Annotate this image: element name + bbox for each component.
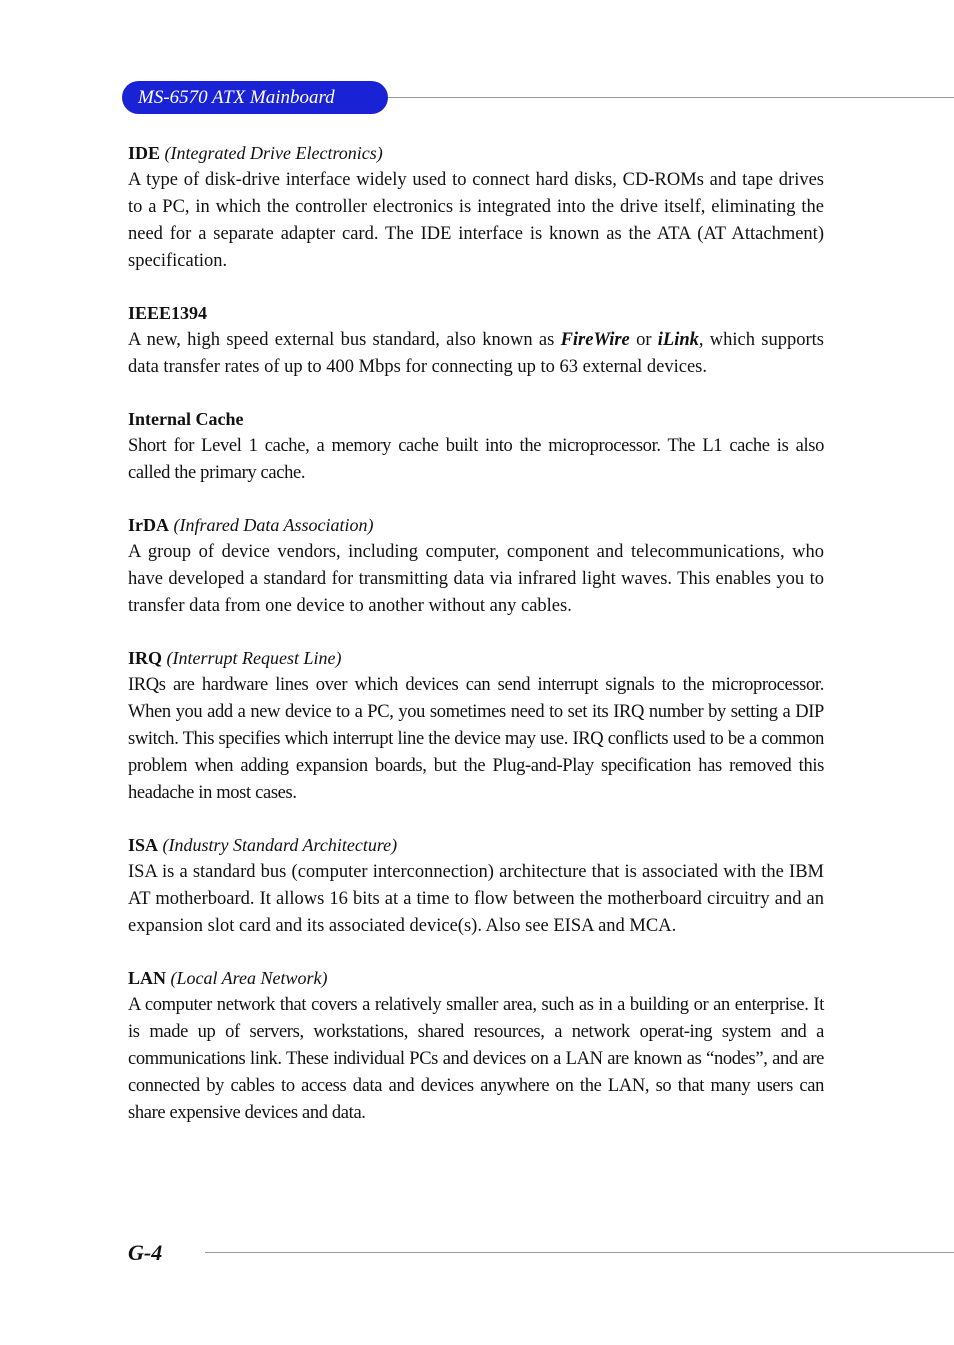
- term-expansion: (Infrared Data Association): [173, 515, 374, 535]
- footer-rule: [205, 1252, 954, 1253]
- glossary-definition: [128, 327, 824, 381]
- glossary-entry-ide: [128, 140, 824, 275]
- term-name: LAN: [128, 968, 167, 988]
- term-name: IrDA: [128, 515, 169, 535]
- glossary-entry-internal-cache: [128, 406, 824, 487]
- term-name: ISA: [128, 835, 159, 855]
- glossary-term: [128, 832, 824, 859]
- term-expansion: (Industry Standard Architecture): [162, 835, 398, 855]
- term-expansion: (Integrated Drive Electronics): [164, 143, 383, 163]
- glossary-entry-irq: [128, 645, 824, 807]
- glossary-term: [128, 965, 824, 992]
- definition-text: A new, high speed external bus standard, also known as: [128, 330, 561, 350]
- glossary-definition: A computer network that covers a relatively smaller area, such as in a building or an enterprise. It is made up of servers, workstations, shared resources, a network operat-ing system and a communications link. These individual PCs and devices on a LAN are known as “nodes”, and are connected by cables to access data and devices anywhere on the LAN, so that many users can share expensive devices and data.: [128, 995, 824, 1123]
- glossary-entry-irda: [128, 512, 824, 620]
- glossary-entry-ieee1394: [128, 300, 824, 381]
- glossary-definition: A type of disk-drive interface widely used to connect hard disks, CD-ROMs and tape drives to a PC, in which the controller electronics is integrated into the drive itself, eliminating the need for a separate adapter card. The IDE interface is known as the ATA (AT Attachment) specification.: [128, 170, 824, 271]
- glossary-term: [128, 300, 824, 327]
- term-expansion: (Interrupt Request Line): [166, 648, 342, 668]
- glossary-term: [128, 406, 824, 433]
- page-number: G-4: [128, 1240, 163, 1265]
- term-name: Internal Cache: [128, 409, 244, 429]
- term-name: IDE: [128, 143, 161, 163]
- glossary-content: [128, 140, 824, 1152]
- term-name: IRQ: [128, 648, 163, 668]
- definition-text: or: [629, 330, 658, 350]
- glossary-entry-isa: [128, 832, 824, 940]
- term-name: IEEE1394: [128, 303, 208, 323]
- header-rule: [385, 97, 954, 98]
- term-expansion: (Local Area Network): [170, 968, 328, 988]
- emphasis-firewire: FireWire: [560, 330, 630, 350]
- emphasis-ilink: iLink: [657, 330, 699, 350]
- glossary-term: [128, 645, 824, 672]
- glossary-definition: Short for Level 1 cache, a memory cache built into the microprocessor. The L1 cache is also called the primary cache.: [128, 436, 824, 483]
- glossary-term: [128, 512, 824, 539]
- glossary-term: [128, 140, 824, 167]
- glossary-definition: A group of device vendors, including computer, component and telecommunications, who have developed a standard for transmitting data via infrared light waves. This enables you to transfer data from one device to another without any cables.: [128, 542, 824, 616]
- glossary-definition: IRQs are hardware lines over which devices can send interrupt signals to the microprocessor. When you add a new device to a PC, you sometimes need to set its IRQ number by setting a DIP switch. This specifies which interrupt line the device may use. IRQ conflicts used to be a common problem when adding expansion boards, but the Plug-and-Play specification has removed this headache in most cases.: [128, 675, 824, 803]
- manual-title-badge: MS-6570 ATX Mainboard: [122, 81, 388, 114]
- glossary-entry-lan: [128, 965, 824, 1127]
- glossary-definition: ISA is a standard bus (computer interconnection) architecture that is associated with the IBM AT motherboard. It allows 16 bits at a time to flow between the motherboard circuitry and an expansion slot card and its associated device(s). Also see EISA and MCA.: [128, 862, 824, 936]
- definition-text: , which supports data transfer rates of up to 400 Mbps for connecting up to 63 external devices.: [128, 330, 824, 377]
